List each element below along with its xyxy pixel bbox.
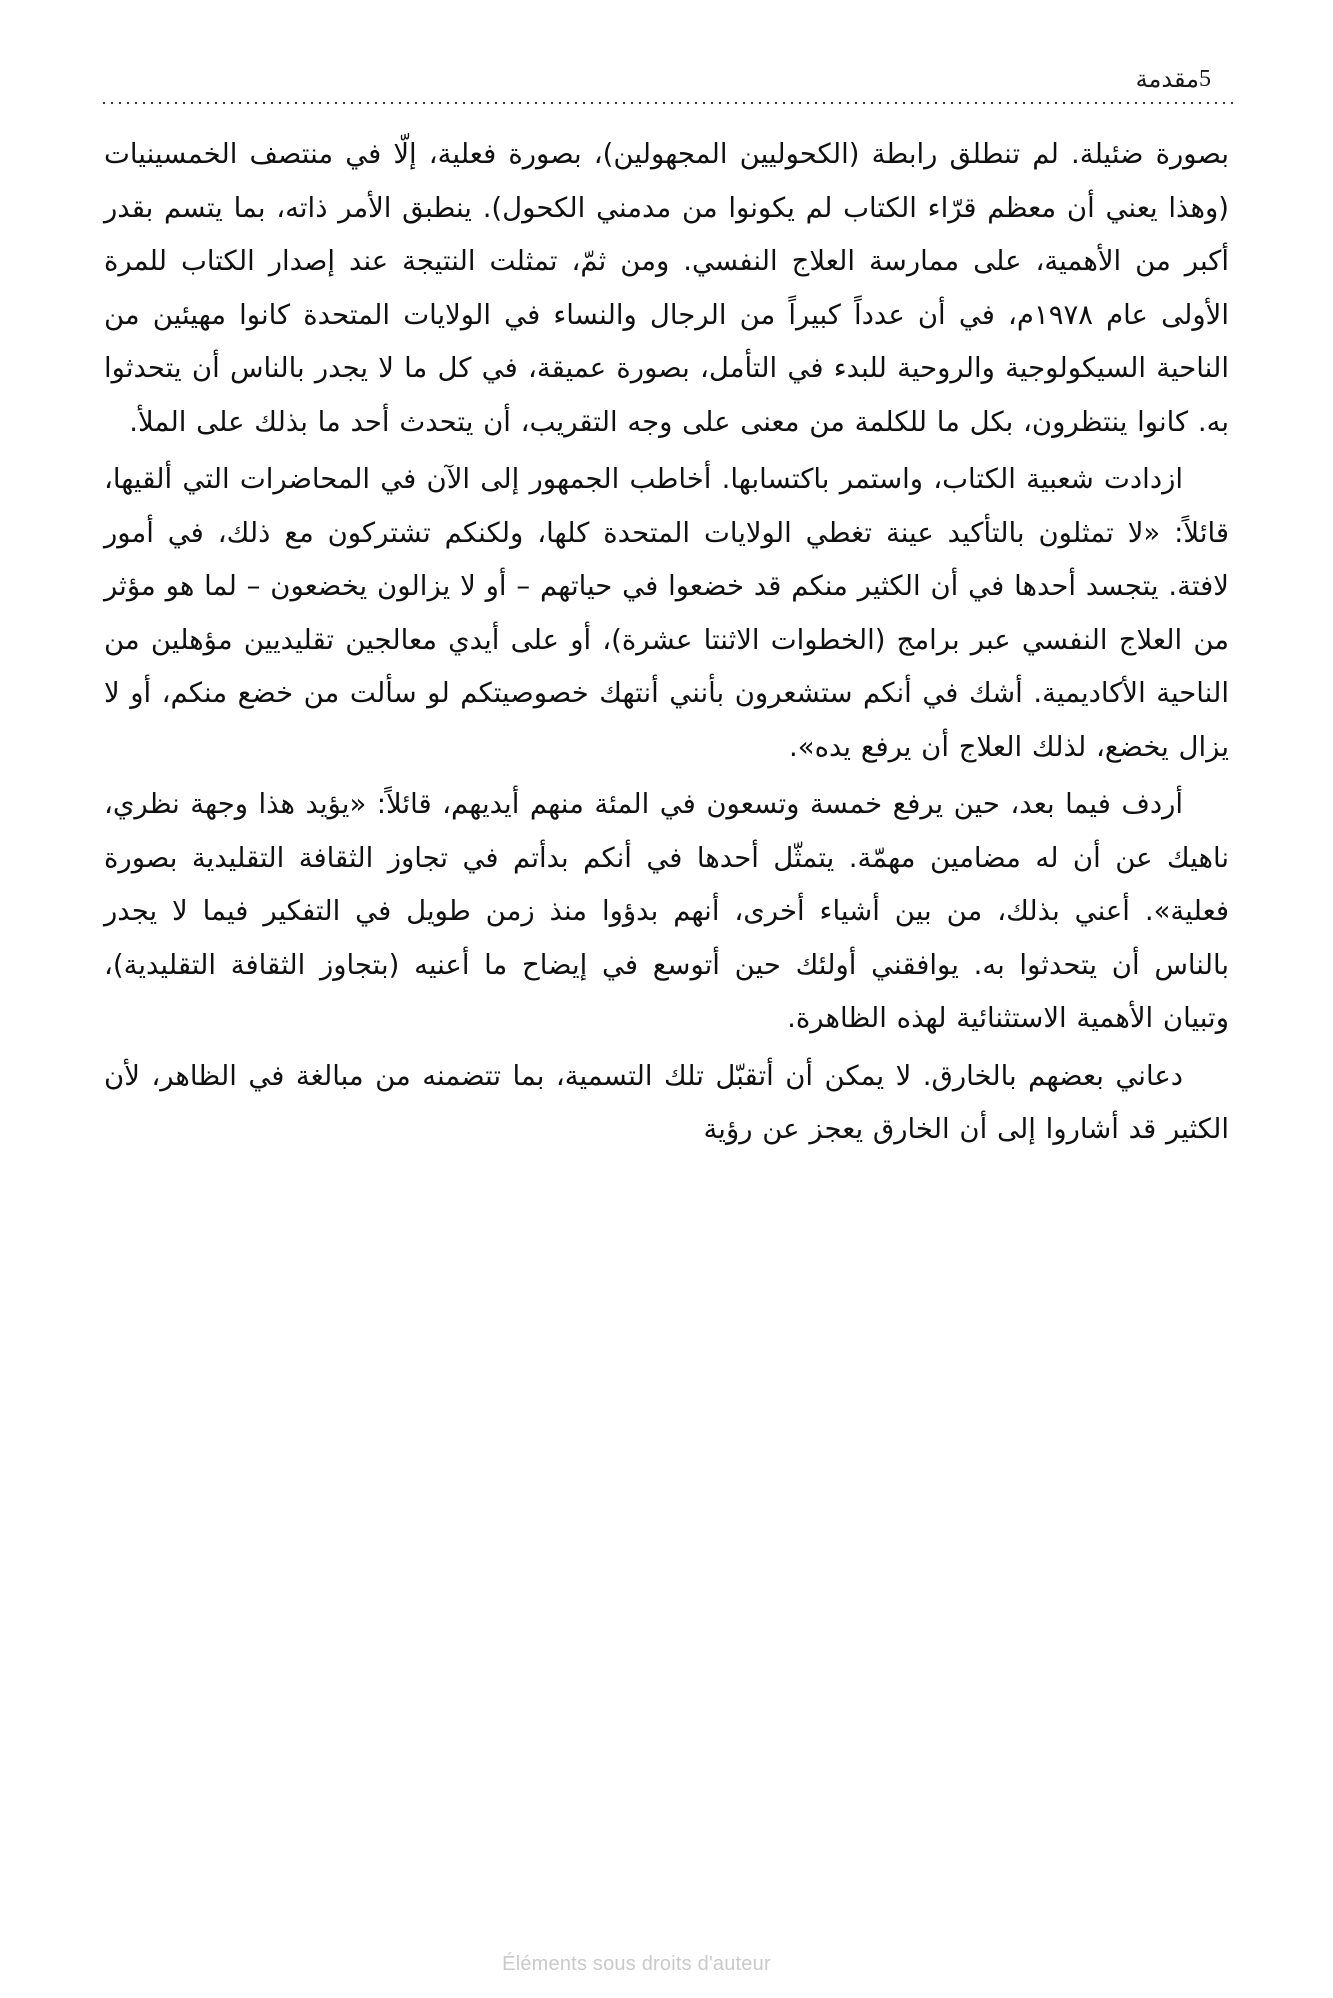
paragraph-2: ازدادت شعبية الكتاب، واستمر باكتسابها. أخاطب الجمهور إلى الآن في المحاضرات التي ألقيها، قائلاً: «لا تمثلون بالتأكيد عينة تغطي الولايات المتحدة كلها، ولكنكم تشتركون مع ذلك، في أمور لافتة. يتجسد أحدها في أن الكثير منكم قد خضعوا في حياتهم – أو لا يزالون يخضعون – لما هو مؤثر من العلاج النفسي عبر برامج (الخطوات الاثنتا عشرة)، أو على أيدي معالجين تقليديين مؤهلين من الناحية الأكاديمية. أشك في أنكم ستشعرون بأنني أنتهك خصوصيتكم لو سألت من خضع منكم، أو لا يزال يخضع، لذلك العلاج أن يرفع يده».	[104, 463, 1229, 763]
paragraph-1: بصورة ضئيلة. لم تنطلق رابطة (الكحوليين المجهولين)، بصورة فعلية، إلّا في منتصف الخمسينيات (وهذا يعني أن معظم قرّاء الكتاب لم يكونوا من مدمني الكحول). ينطبق الأمر ذاته، بما يتسم بقدر أكبر من الأهمية، على ممارسة العلاج النفسي. ومن ثمّ، تمثلت النتيجة عند إصدار الكتاب للمرة الأولى عام ١٩٧٨م، في أن عدداً كبيراً من الرجال والنساء في الولايات المتحدة كانوا مهيئين من الناحية السيكولوجية والروحية للبدء في التأمل، بصورة عميقة، في كل ما لا يجدر بالناس أن يتحدثوا به. كانوا ينتظرون، بكل ما للكلمة من معنى على وجه التقريب، أن يتحدث أحد ما بذلك على الملأ.	[104, 138, 1229, 438]
chapter-title: مقدمة	[1135, 65, 1199, 93]
body-text-column	[104, 128, 1229, 1161]
page-number: 5	[1199, 65, 1211, 92]
paragraph-4: دعاني بعضهم بالخارق. لا يمكن أن أتقبّل تلك التسمية، بما تتضمنه من مبالغة في الظاهر، لأن الكثير قد أشاروا إلى أن الخارق يعجز عن رؤية	[104, 1059, 1229, 1145]
copyright-watermark: Éléments sous droits d'auteur	[502, 1953, 771, 1975]
running-head	[100, 62, 1233, 96]
paragraph-3: أردف فيما بعد، حين يرفع خمسة وتسعون في المئة منهم أيديهم، قائلاً: «يؤيد هذا وجهة نظري، ناهيك عن أن له مضامين مهمّة. يتمثّل أحدها في أنكم بدأتم في تجاوز الثقافة التقليدية بصورة فعلية». أعني بذلك، من بين أشياء أخرى، أنهم بدؤوا منذ زمن طويل في التفكير فيما لا يجدر بالناس أن يتحدثوا به. يوافقني أولئك حين أتوسع في إيضاح ما أعنيه (بتجاوز الثقافة التقليدية)، وتبيان الأهمية الاستثنائية لهذه الظاهرة.	[104, 788, 1229, 1034]
header-dotted-rule	[100, 101, 1233, 105]
